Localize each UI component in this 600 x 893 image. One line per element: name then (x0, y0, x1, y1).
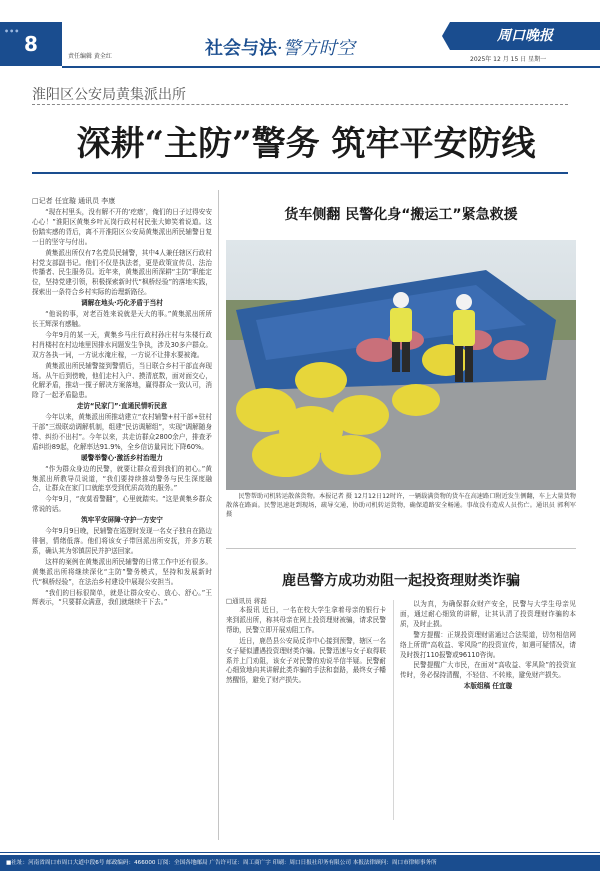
story3-byline: □通讯员 蒋磊 (226, 597, 267, 605)
section-title (205, 34, 355, 60)
section-title-main: 社会与法 (205, 38, 277, 59)
photo-caption: 民警帮助司机转运散落货物。本报记者 摄 12月12日12时许，一辆载满货物的货车在高速路口附近发生侧翻，车上大量货物散落在路面。民警迅速赶到现场，疏导交通，协助司机转运货物，确保道路安全畅通。事故没有造成人员伤亡。通讯员 郭利军 摄 (226, 493, 576, 519)
truck-rollover-photo-illustration (226, 240, 576, 490)
lead-paragraph: “作为群众身边的民警，就要让群众看到我们的初心。”黄集派出所教导员说道，“我们要持续推动警务与民生深度融合，让群众在家门口就能享受到优质高效的服务。” (32, 464, 212, 493)
lead-paragraph: 这样的案例在黄集派出所民辅警的日常工作中还有很多。黄集派出所将继续深化“主防”警务模式，坚持和发展新时代“枫桥经验”，在法治乡村建设中展现公安担当。 (32, 557, 212, 586)
lead-paragraph: 黄集派出所仅有7名党员民辅警，其中4人兼任辖区行政村村党支部副书记。他们不仅是执法者，更是政策宣传员、法治传播者、民生服务员。近年来，黄集派出所深耕“主防”职能定位，坚持党建引领，积极探索新时代“枫桥经验”的落地实践，探索出一条符合乡村实际的治理新路径。 (32, 248, 212, 297)
editor-credits: 责任编辑 黄全红 (68, 53, 112, 60)
lead-subheading: 筑牢平安屏障·守护一方安宁 (81, 516, 163, 525)
lead-paragraph: “我们的目标很简单，就是让群众安心、放心、舒心。”王辉表示，“只要群众满意，我们就继续干下去。” (32, 588, 212, 607)
brand-arrow-shape (442, 22, 450, 50)
lead-paragraph: 黄集派出所民辅警接到警情后，当日联合乡村干部直奔现场。从午后到傍晚，他们走村入户、摸清底数，面对面交心，化解矛盾，推动一揽子解决方案落地，赢得群众一致认可，消除了一起矛盾隐患。 (32, 361, 212, 400)
story3-column-1 (226, 606, 386, 826)
page-number: 8 (24, 32, 38, 56)
story2-headline: 货车侧翻 民警化身“搬运工”紧急救援 (284, 207, 518, 223)
story-divider (226, 548, 576, 549)
decorative-dots-icon: ••• (4, 27, 20, 36)
story3-paragraph: 近日，鹿邑县公安局反诈中心接到预警，辖区一名女子疑似遭遇投资理财类诈骗。民警迅速与女子取得联系并上门劝阻，该女子对民警的劝说半信半疑。民警耐心细致地向其讲解此类诈骗的手法和套路，最终女子幡然醒悟，避免了财产损失。 (226, 636, 386, 685)
story3-paragraph: 以为真，为确保群众财产安全，民警与大学生母亲见面，通过耐心细致的讲解，让其认清了投资理财诈骗的本质，及时止损。 (400, 600, 576, 628)
footer-rule (0, 852, 600, 853)
lead-subheading: 暖警举警心·激活乡村治理力 (81, 453, 163, 462)
lead-story-byline: □记者 任宜璇 通讯员 李康 (32, 197, 116, 205)
page-end-note: 本版组稿 任宜璇 (463, 682, 513, 691)
lead-paragraph: 今年9月9日晚，民辅警在巡逻时发现一名女子独自在路边徘徊，情绪低落。他们将该女子带回派出所安抚，并多方联系，确认其为邻镇居民并护送回家。 (32, 527, 212, 555)
page-footer: ■社址：河南省周口市周口大道中段6号 邮政编码：466000 订阅：全国各地邮局 广告许可证：周工商广字 印刷：周口日报社印务有限公司 本报法律顾问：周口市律师事务所 (0, 855, 600, 871)
story3-paragraph: 民警提醒广大市民，在面对“高收益、零风险”的投资宣传时，务必保持清醒，不轻信、不转账，避免财产损失。 (400, 661, 576, 680)
lead-paragraph: “现在村里头，没有解不开的‘疙瘩’，俺们的日子过得安安心心！”淮阳区黄集乡叶瓦岗行政村村民张大婶笑着说道。这份踏实感的背后，离不开淮阳区公安局黄集派出所民辅警日复一日的坚守与付出。 (32, 208, 212, 246)
story3-column-2 (400, 600, 576, 824)
lead-paragraph: “他说的事，对老百姓来说就是天大的事。”黄集派出所所长王辉深有感触。 (32, 310, 212, 328)
section-subtitle: ·警方时空 (277, 38, 355, 59)
header-rule (62, 66, 600, 68)
lead-story-headline: 深耕“主防”警务 筑牢平安防线 (76, 124, 536, 164)
story3-paragraph: 本报讯 近日，一名在校大学生拿着母亲的银行卡来到派出所，称其母亲在网上投资理财被骗，请求民警帮助，民警立即开展劝阻工作。 (226, 606, 386, 634)
page-header (0, 0, 600, 68)
page-number-tab (0, 22, 62, 66)
newspaper-logo: 周口晚报 (450, 22, 600, 50)
lead-subheading: 调解在地头·巧化矛盾于当村 (81, 299, 163, 308)
lead-paragraph: 今年以来，黄集派出所推动建立“农村辅警+村干部+驻村干部”三级联动调解机制，组建“民访调解组”，实现“调解随身带、纠纷不出村”。今年以来，共走访群众2800余户，排查矛盾纠纷89起，化解率达91.9%，全乡信访量同比下降60%。 (32, 413, 212, 451)
story3-paragraph: 警方提醒：正规投资理财需通过合法渠道，切勿相信网络上所谓“高收益、零风险”的投资宣传，如遇可疑情况，请及时拨打110报警或96110咨询。 (400, 630, 576, 659)
lead-story-body (32, 208, 212, 828)
lead-paragraph: 今年9月的某一天，黄集乡马庄行政村孙庄村与朱楼行政村肖楼村在村边地里因排水问题发生争执，涉及30多户群众。双方各执一词，一方说水淹庄稼，一方说不让排水要被淹。 (32, 330, 212, 359)
truck-rollover-photo (226, 240, 576, 490)
story3-headline: 鹿邑警方成功劝阻一起投资理财类诈骗 (282, 573, 520, 589)
headline-divider (32, 172, 568, 174)
column-divider (218, 190, 219, 840)
lead-subheading: 走访“民家门”·直通民情听民意 (76, 402, 168, 411)
column-divider (393, 600, 394, 820)
issue-date: 2025年 12 月 15 日 星期一 (470, 56, 547, 63)
kicker-divider (32, 104, 568, 105)
lead-story-kicker: 淮阳区公安局黄集派出所 (32, 87, 186, 103)
lead-paragraph: 今年9月，“夜莫看警翻”，心里就踏实。“这是黄集乡群众常说的话。 (32, 495, 212, 514)
